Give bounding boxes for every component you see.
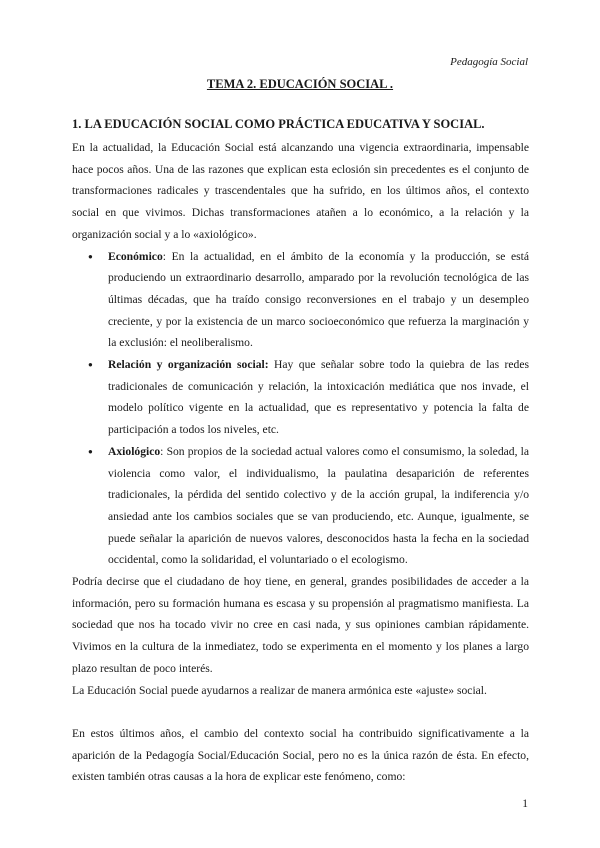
intro-paragraph: En la actualidad, la Educación Social está alcanzando una vigencia extraordinaria, impensable hace pocos años. Una de las razones que explican esta eclosión sin precedentes es el conjunto de transformaciones radicales y trascendentales que ha sufrido, en los últimos años, el contexto social en que vivimos. Dichas transformaciones atañen a lo económico, a la relación y la organización social y a lo «axiológico». [72, 141, 529, 241]
bullet-text: Son propios de la sociedad actual valores como el consumismo, la soledad, la violencia como valor, el individualismo, la paulatina desaparición de referentes tradicionales, la pérdida del sentido colectivo y de la acción grupal, la indiferencia y/o ansiedad ante los cambios sociales que se van produciendo, etc. Aunque, igualmente, se puede señalar la aparición de nuevos valores, desconocidos hasta la fecha en la sociedad occidental, como la solidaridad, el voluntariado o el ecologismo. [108, 444, 529, 567]
paragraph-spacer [72, 701, 529, 723]
bullet-text: En la actualidad, en el ámbito de la economía y la producción, se está produciendo un extraordinario desarrollo, amparado por la revolución tecnológica de las últimas décadas, que ha traído consigo reconversiones en el trabajo y un desempleo creciente, y por la existencia de un marco socioeconómico que refuerza la marginación y la exclusión: el neoliberalismo. [108, 249, 529, 350]
bullet-text: Hay que señalar sobre todo la quiebra de las redes tradicionales de comunicación y relación, la intoxicación mediática que nos invade, el modelo político vigente en la actualidad, que es representativo y potencia la falta de participación a todos los niveles, etc. [108, 358, 529, 437]
bullet-item-economico: ● Económico: En la actualidad, en el ámbito de la economía y la producción, se está produciendo un extraordinario desarrollo, amparado por la revolución tecnológica de las últimas décadas, que ha traído consigo reconversiones en el trabajo y un desempleo creciente, y por la existencia de un marco socioeconómico que refuerza la marginación y la exclusión: el neoliberalismo. [108, 246, 529, 355]
page-number: 1 [522, 798, 528, 810]
document-title: TEMA 2. EDUCACIÓN SOCIAL . [206, 77, 394, 91]
bullet-item-axiologico: ● Axiológico: Son propios de la sociedad actual valores como el consumismo, la soledad, la violencia como valor, el individualismo, la paulatina desaparición de referentes tradicionales, la pérdida del sentido colectivo y de la acción grupal, la indiferencia y/o ansiedad ante los cambios sociales que se van produciendo, etc. Aunque, igualmente, se puede señalar la aparición de nuevos valores, desconocidos hasta la fecha en la sociedad occidental, como la solidaridad, el voluntariado o el ecologismo. [108, 441, 529, 571]
paragraph-ajuste: La Educación Social puede ayudarnos a realizar de manera armónica este «ajuste» social. [72, 683, 487, 697]
bullet-term: Económico [108, 249, 163, 263]
body-text [72, 137, 529, 788]
section-heading: 1. LA EDUCACIÓN SOCIAL COMO PRÁCTICA EDUCATIVA Y SOCIAL. [72, 117, 485, 131]
running-header: Pedagogía Social [450, 56, 528, 68]
paragraph-ciudadano: Podría decirse que el ciudadano de hoy tiene, en general, grandes posibilidades de acceder a la información, pero su formación humana es escasa y su propensión al pragmatismo manifiesta. La sociedad que nos ha tocado vivir no cree en casi nada, y sus opiniones cambian rápidamente. Vivimos en la cultura de la inmediatez, todo se experimenta en el momento y los planes a largo plazo resultan de poco interés. [72, 575, 529, 675]
context-bullet-list [72, 246, 529, 572]
bullet-term: Axiológico [108, 444, 161, 458]
paragraph-causas: En estos últimos años, el cambio del contexto social ha contribuido significativamente a la aparición de la Pedagogía Social/Educación Social, pero no es la única razón de ésta. En efecto, existen también otras causas a la hora de explicar este fenómeno, como: [72, 726, 529, 784]
bullet-term: Relación y organización social: [108, 358, 269, 372]
bullet-item-relacion [108, 354, 529, 441]
